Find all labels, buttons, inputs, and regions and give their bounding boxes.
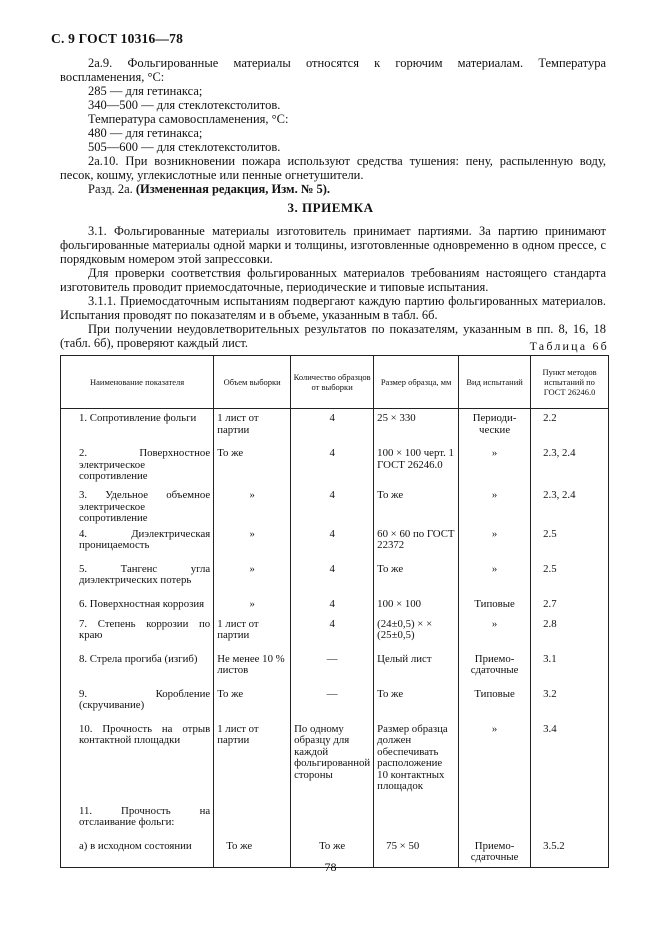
- table-cell: (24±0,5) × × (25±0,5): [374, 615, 459, 650]
- table-cell: 9. Коробление (скручивание): [61, 685, 214, 720]
- table-cell: 2. Поверхностное электрическое сопротивление: [61, 444, 214, 486]
- paragraph: 2а.9. Фольгированные материалы относятся к горючим материалам. Температура воспламенения, °С:: [60, 56, 606, 84]
- table-cell: То же: [374, 486, 459, 525]
- paragraph: Для проверки соответствия фольгированных материалов требованиям настоящего стандарта изготовитель проводит приемосдаточные, периодические и типовые испытания.: [60, 266, 606, 294]
- table-cell: 1 лист от партии: [214, 615, 291, 650]
- table-cell: Периоди-ческие: [459, 409, 531, 445]
- table-cell: »: [459, 486, 531, 525]
- table-cell: 2.5: [531, 560, 609, 595]
- paragraph: 3.1. Фольгированные материалы изготовитель принимает партиями. За партию принимают фольгированные материалы одной марки и толщины, изготовленные одновременно в одном прессе, с порядковым номером этой запрессовки.: [60, 224, 606, 266]
- column-header: Количество образцов от выборки: [291, 356, 374, 409]
- table-cell: 4: [291, 615, 374, 650]
- table-cell: То же: [214, 444, 291, 486]
- table-cell: 100 × 100: [374, 595, 459, 615]
- paragraph: 340—500 — для стеклотекстолитов.: [88, 98, 281, 112]
- table-cell: 75 × 50: [374, 837, 459, 868]
- table-cell: »: [459, 444, 531, 486]
- table-cell: Приемо-сдаточные: [459, 837, 531, 868]
- table-cell: —: [291, 650, 374, 685]
- amendment-ref: Разд. 2а.: [88, 182, 133, 196]
- paragraph: 480 — для гетинакса;: [88, 126, 203, 140]
- column-header: Пункт методов испытаний по ГОСТ 26246.0: [531, 356, 609, 409]
- table-cell: 1 лист от партии: [214, 720, 291, 802]
- section-title: 3. ПРИЕМКА: [287, 200, 374, 215]
- table-cell: 4: [291, 595, 374, 615]
- table-cell: [531, 802, 609, 837]
- table-cell: 4: [291, 444, 374, 486]
- table-cell: 2.3, 2.4: [531, 444, 609, 486]
- top-text-block: [60, 56, 606, 196]
- table-cell: 10. Прочность на отрыв контактной площадки: [61, 720, 214, 802]
- table-cell: 25 × 330: [374, 409, 459, 445]
- table-cell: По одному образцу для каждой фольгированной стороны: [291, 720, 374, 802]
- table-cell: 3.2: [531, 685, 609, 720]
- table-cell: 8. Стрела прогиба (изгиб): [61, 650, 214, 685]
- table-cell: »: [459, 560, 531, 595]
- paragraph: 505—600 — для стеклотекстолитов.: [88, 140, 281, 154]
- paragraph: 2а.10. При возникновении пожара используют средства тушения: пену, распыленную воду, песок, кошму, углекислотные или пенные огнетушители.: [60, 154, 606, 182]
- table-cell: »: [214, 595, 291, 615]
- table-row: [61, 720, 609, 802]
- table-cell: 3. Удельное объемное электрическое сопротивление: [61, 486, 214, 525]
- table-cell: [214, 802, 291, 837]
- amendment-text: (Измененная редакция, Изм. № 5).: [135, 182, 331, 196]
- table-row: [61, 595, 609, 615]
- page-number: 78: [324, 860, 337, 874]
- table-cell: »: [214, 486, 291, 525]
- table-cell: 1. Сопротивление фольги: [61, 409, 214, 445]
- column-header: Наименование показателя: [61, 356, 214, 409]
- table-cell: »: [214, 525, 291, 560]
- table-row: [61, 486, 609, 525]
- paragraph: Температура самовоспламенения, °С:: [88, 112, 289, 126]
- table-row: [61, 444, 609, 486]
- table-cell: 4: [291, 525, 374, 560]
- page-header: С. 9 ГОСТ 10316—78: [51, 31, 184, 46]
- table-cell: 5. Тангенс угла диэлектрических потерь: [61, 560, 214, 595]
- amendment-note: [60, 182, 606, 196]
- paragraph: 3.1.1. Приемосдаточным испытаниям подвергают каждую партию фольгированных материалов. Испытания проводят по показателям и в объеме, указанным в табл. 6б.: [60, 294, 606, 322]
- table-cell: »: [459, 720, 531, 802]
- paragraph: 285 — для гетинакса;: [88, 84, 203, 98]
- table-row: [61, 525, 609, 560]
- column-header: Объем выборки: [214, 356, 291, 409]
- table-cell: 7. Степень коррозии по краю: [61, 615, 214, 650]
- table-cell: а) в исходном состоянии: [61, 837, 214, 868]
- table-cell: 2.2: [531, 409, 609, 445]
- table-cell: 4: [291, 486, 374, 525]
- table-cell: »: [459, 525, 531, 560]
- table-cell: Целый лист: [374, 650, 459, 685]
- table-row: [61, 650, 609, 685]
- table-cell: Приемо-сдаточные: [459, 650, 531, 685]
- table-row: [61, 409, 609, 445]
- table-cell: Размер образца должен обеспечивать расположение 10 контактных площадок: [374, 720, 459, 802]
- table-cell: То же: [214, 837, 291, 868]
- table-cell: 2.5: [531, 525, 609, 560]
- table-cell: 2.7: [531, 595, 609, 615]
- table-row: [61, 560, 609, 595]
- column-header: Вид испытаний: [459, 356, 531, 409]
- table-cell: То же: [291, 837, 374, 868]
- table-cell: [459, 802, 531, 837]
- table-cell: Типовые: [459, 595, 531, 615]
- table-cell: 3.4: [531, 720, 609, 802]
- table-cell: То же: [374, 685, 459, 720]
- table-cell: —: [291, 685, 374, 720]
- paragraph: При получении неудовлетворительных результатов по показателям, указанным в пп. 8, 16, 18 (табл. 6б), проверяют каждый лист.: [60, 322, 606, 350]
- table-cell: Не менее 10 % листов: [214, 650, 291, 685]
- specification-table: [60, 355, 609, 868]
- table-cell: 4: [291, 409, 374, 445]
- table-cell: 60 × 60 по ГОСТ 22372: [374, 525, 459, 560]
- table-cell: 3.1: [531, 650, 609, 685]
- table-cell: »: [214, 560, 291, 595]
- table-row: [61, 615, 609, 650]
- table-row: [61, 685, 609, 720]
- table-cell: Типовые: [459, 685, 531, 720]
- table-cell: [291, 802, 374, 837]
- table-cell: 2.8: [531, 615, 609, 650]
- table-cell: 1 лист от партии: [214, 409, 291, 445]
- table-cell: [374, 802, 459, 837]
- table-row: [61, 802, 609, 837]
- section-text-block: [60, 224, 606, 350]
- table-cell: 3.5.2: [531, 837, 609, 868]
- table-cell: »: [459, 615, 531, 650]
- table-cell: 100 × 100 черт. 1 ГОСТ 26246.0: [374, 444, 459, 486]
- table-header-row: [61, 356, 609, 409]
- table-cell: 2.3, 2.4: [531, 486, 609, 525]
- table-caption: Таблица 6б: [529, 339, 609, 353]
- column-header: Размер образца, мм: [374, 356, 459, 409]
- table-cell: То же: [374, 560, 459, 595]
- table-cell: 11. Прочность на отслаивание фольги:: [61, 802, 214, 837]
- table-cell: 4. Диэлектрическая проницаемость: [61, 525, 214, 560]
- table-cell: 4: [291, 560, 374, 595]
- table-cell: То же: [214, 685, 291, 720]
- table-cell: 6. Поверхностная коррозия: [61, 595, 214, 615]
